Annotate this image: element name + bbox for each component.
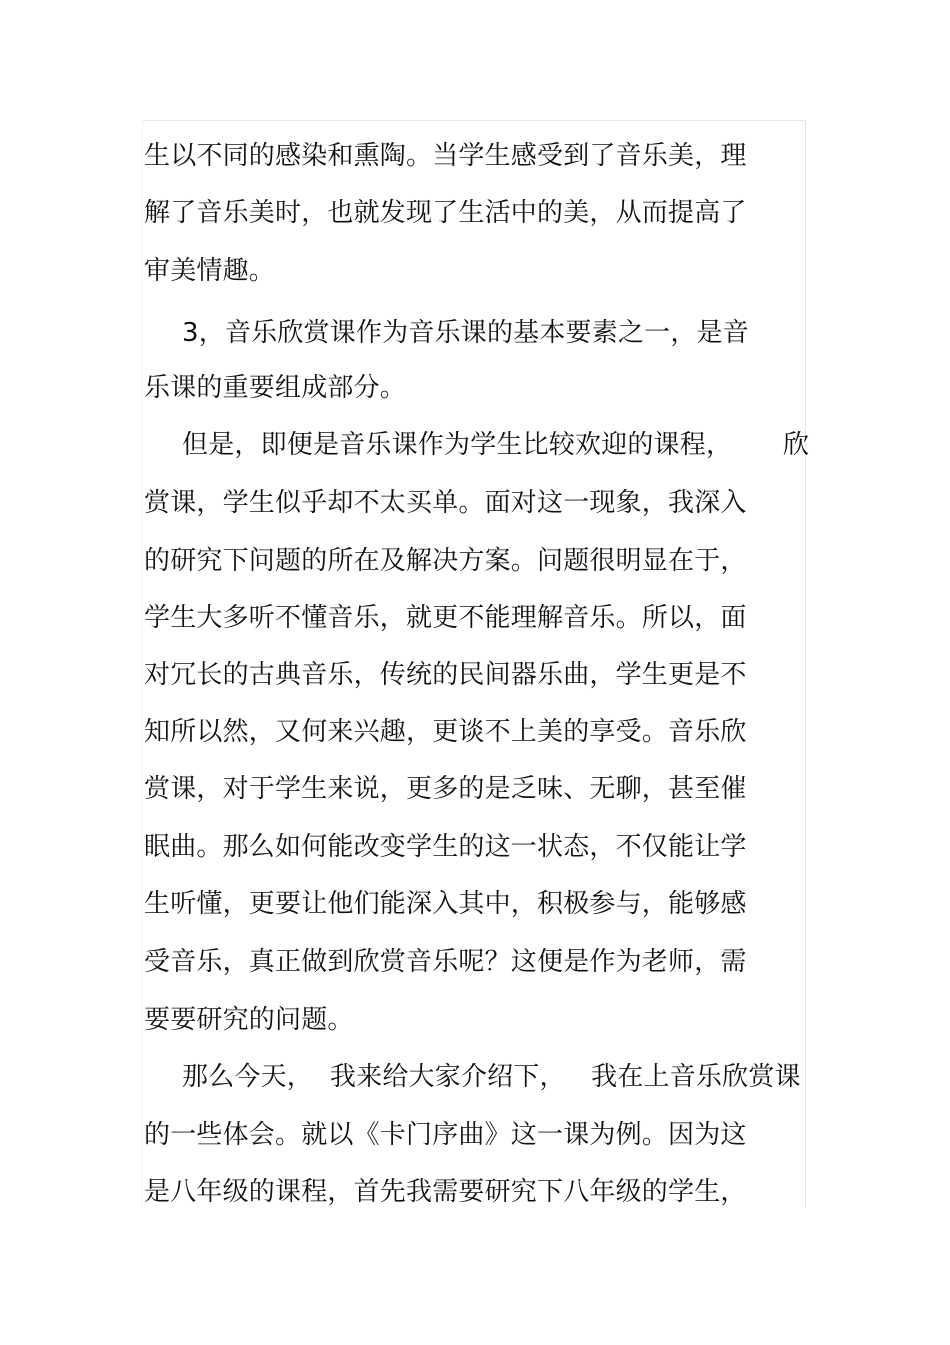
text-line: 的一些体会。就以《卡门序曲》这一课为例。因为这 [144,1120,747,1150]
text-line: 那么今天， 我来给大家介绍下， 我在上音乐欣赏课 [182,1062,801,1092]
text-line: 眠曲。那么如何能改变学生的这一状态，不仅能让学 [144,832,747,862]
text-line: 但是，即便是音乐课作为学生比较欢迎的课程， 欣 [182,430,810,460]
text-line: 要要研究的问题。 [144,1005,354,1035]
text-line: 乐课的重要组成部分。 [144,373,407,403]
text-line: 生听懂，更要让他们能深入其中，积极参与，能够感 [144,889,747,919]
text-line: 生以不同的感染和熏陶。当学生感受到了音乐美，理 [144,141,747,171]
text-line: 解了音乐美时，也就发现了生活中的美，从而提高了 [144,198,747,228]
text-line: 赏课，对于学生来说，更多的是乏味、无聊，甚至催 [144,774,747,804]
text-line: 学生大多听不懂音乐，就更不能理解音乐。所以，面 [144,603,747,633]
text-line: 是八年级的课程，首先我需要研究下八年级的学生， [144,1177,747,1207]
text-line: 对冗长的古典音乐，传统的民间器乐曲，学生更是不 [144,660,747,690]
text-line: 3，音乐欣赏课作为音乐课的基本要素之一，是音 [182,318,749,348]
text-line: 审美情趣。 [144,256,276,286]
text-line: 受音乐，真正做到欣赏音乐呢？这便是作为老师，需 [144,947,747,977]
text-line: 知所以然，又何来兴趣，更谈不上美的享受。音乐欣 [144,717,747,747]
text-line: 的研究下问题的所在及解决方案。问题很明显在于， [144,546,747,576]
text-line: 赏课，学生似乎却不太买单。面对这一现象，我深入 [144,488,747,518]
